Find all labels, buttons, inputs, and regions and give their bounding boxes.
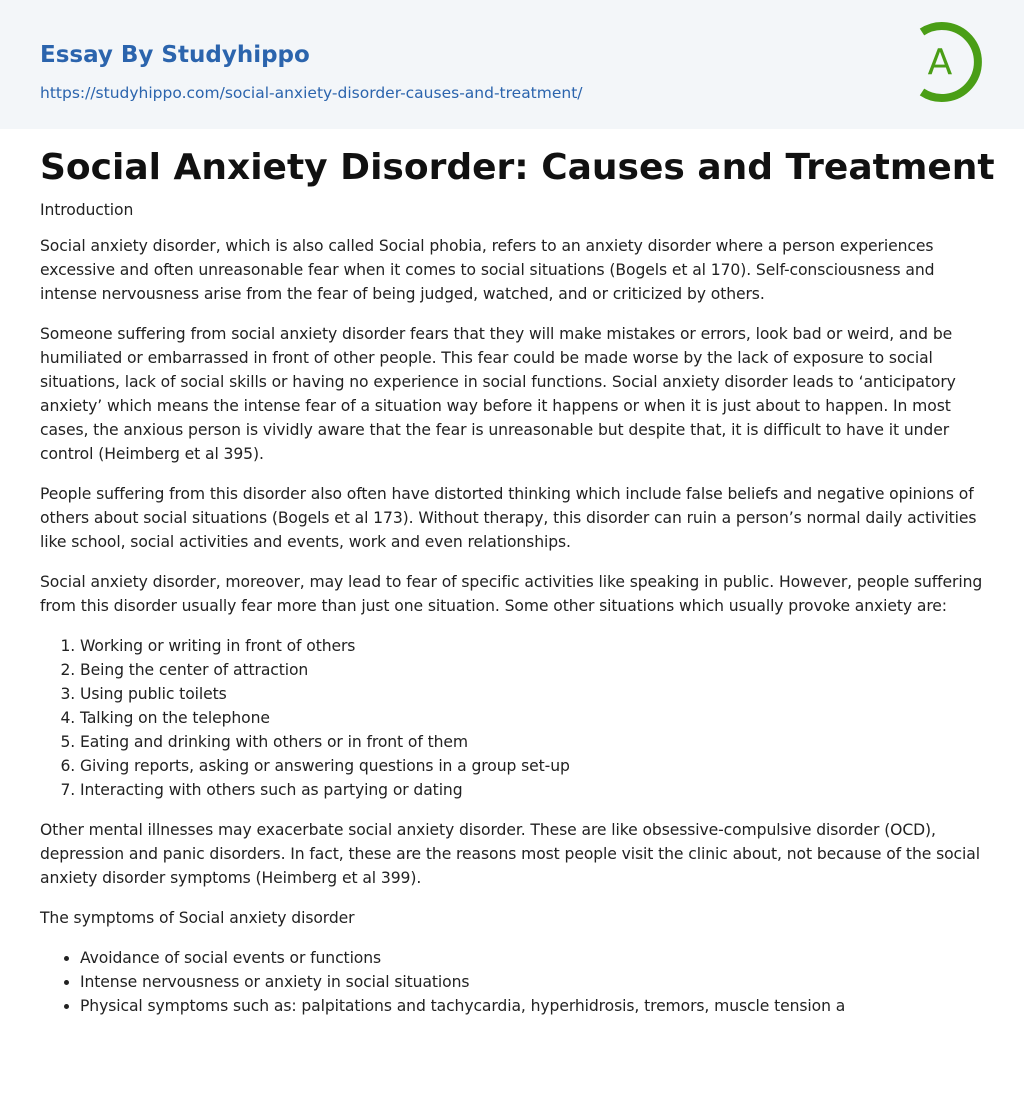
paragraph: Someone suffering from social anxiety disorder fears that they will make mistakes or errors, look bad or weird, and be humiliated or embarrassed in front of other people. This fear could be made worse by the lack of exposure to social situations, lack of social skills or having no experience in social functions. Social anxiety disorder leads to ‘anticipatory anxiety’ which means the intense fear of a situation way before it happens or when it is just about to happen. In most cases, the anxious person is vividly aware that the fear is unreasonable but despite that, it is difficult to have it under control (Heimberg et al 395). [40, 325, 956, 463]
list-item: • Avoidance of social events or functions [80, 946, 990, 970]
list-item: 3. Using public toilets [80, 682, 990, 706]
paragraph: People suffering from this disorder also often have distorted thinking which include false beliefs and negative opinions of others about social situations (Bogels et al 173). Without therapy, this disorder can ruin a person’s normal daily activities like school, social activities and events, work and even relationships. [40, 485, 977, 551]
paragraph: Other mental illnesses may exacerbate social anxiety disorder. These are like obsessive-compulsive disorder (OCD), depression and panic disorders. In fact, these are the reasons most people visit the clinic about, not because of the social anxiety disorder symptoms (Heimberg et al 399). [40, 821, 980, 887]
symptoms-list [40, 946, 990, 1018]
paragraph: Social anxiety disorder, moreover, may lead to fear of specific activities like speaking in public. However, people suffering from this disorder usually fear more than just one situation. Some other situations which usually provoke anxiety are: [40, 573, 983, 615]
list-item: 7. Interacting with others such as partying or dating [80, 778, 990, 802]
intro-heading: Introduction [40, 201, 134, 219]
list-item: 4. Talking on the telephone [80, 706, 990, 730]
list-item: 5. Eating and drinking with others or in front of them [80, 730, 990, 754]
list-item: 6. Giving reports, asking or answering questions in a group set-up [80, 754, 990, 778]
page-title: Social Anxiety Disorder: Causes and Treatment [40, 147, 995, 188]
logo-letter: A [927, 42, 953, 83]
essay-url-link[interactable]: https://studyhippo.com/social-anxiety-disorder-causes-and-treatment/ [40, 84, 583, 102]
list-item: • Intense nervousness or anxiety in social situations [80, 970, 990, 994]
list-item: • Physical symptoms such as: palpitations and tachycardia, hyperhidrosis, tremors, muscle tension a [80, 994, 990, 1018]
paragraph: Social anxiety disorder, which is also called Social phobia, refers to an anxiety disorder where a person experiences excessive and often unreasonable fear when it comes to social situations (Bogels et al 170). Self-consciousness and intense nervousness arise from the fear of being judged, watched, and or criticized by others. [40, 237, 935, 303]
situations-list [40, 634, 990, 802]
list-item: 1. Working or writing in front of others [80, 634, 990, 658]
symptoms-heading: The symptoms of Social anxiety disorder [40, 909, 355, 927]
brand-title: Essay By Studyhippo [40, 42, 310, 68]
list-item: 2. Being the center of attraction [80, 658, 990, 682]
essay-body [40, 198, 990, 1034]
